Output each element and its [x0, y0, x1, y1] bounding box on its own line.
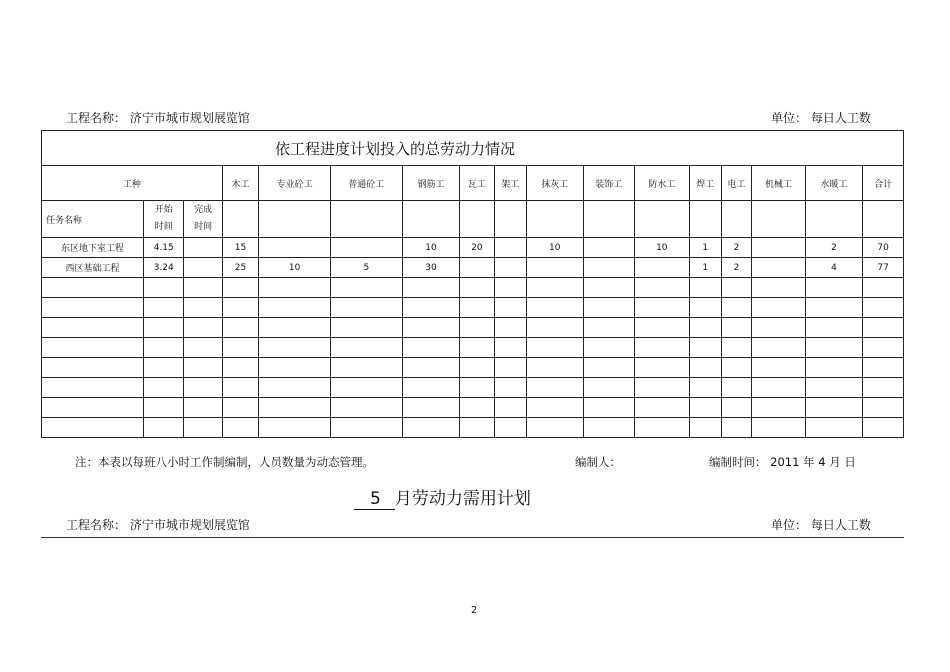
value-cell — [330, 238, 402, 258]
value-cell: 77 — [863, 258, 904, 278]
value-cell — [330, 398, 402, 418]
value-cell — [259, 278, 331, 298]
value-cell: 20 — [460, 238, 494, 258]
value-cell — [805, 298, 863, 318]
value-cell — [752, 338, 806, 358]
unit-value-2: 每日人工数 — [810, 518, 871, 532]
blank-cell — [402, 201, 460, 238]
value-cell — [635, 258, 690, 278]
value-cell — [460, 318, 494, 338]
value-cell — [752, 298, 806, 318]
trade-header: 机械工 — [752, 166, 806, 201]
value-cell — [752, 238, 806, 258]
task-name-cell: 西区基础工程 — [42, 258, 144, 278]
value-cell — [583, 418, 635, 438]
value-cell — [689, 278, 721, 298]
blank-cell — [583, 201, 635, 238]
blank-cell — [494, 201, 526, 238]
trade-header: 瓦工 — [460, 166, 494, 201]
end-time-cell — [184, 338, 222, 358]
plan-month: 5 — [354, 489, 395, 510]
task-name-cell — [42, 278, 144, 298]
trade-header: 电工 — [721, 166, 751, 201]
blank-cell — [526, 201, 583, 238]
value-cell — [460, 398, 494, 418]
value-cell — [494, 378, 526, 398]
table-row — [42, 378, 904, 398]
task-name-cell — [42, 338, 144, 358]
unit-value: 每日人工数 — [810, 111, 871, 125]
value-cell — [402, 378, 460, 398]
start-time-cell: 4.15 — [144, 238, 184, 258]
value-cell — [752, 278, 806, 298]
value-cell — [222, 378, 258, 398]
plan-title: 月劳动力需用计划 — [394, 489, 531, 509]
trade-header: 钢筋工 — [402, 166, 460, 201]
task-name-cell — [42, 318, 144, 338]
value-cell — [259, 318, 331, 338]
trade-header: 合计 — [863, 166, 904, 201]
value-cell — [460, 278, 494, 298]
value-cell — [402, 318, 460, 338]
value-cell — [494, 298, 526, 318]
trade-type-header: 工种 — [42, 166, 223, 201]
value-cell — [863, 398, 904, 418]
value-cell — [583, 378, 635, 398]
value-cell — [635, 298, 690, 318]
trade-header: 水暖工 — [805, 166, 863, 201]
table-row — [42, 418, 904, 438]
value-cell — [222, 298, 258, 318]
blank-cell — [805, 201, 863, 238]
value-cell — [863, 278, 904, 298]
value-cell — [689, 318, 721, 338]
value-cell — [583, 398, 635, 418]
project-name-line — [66, 109, 250, 126]
blank-cell — [635, 201, 690, 238]
value-cell — [635, 318, 690, 338]
end-time-cell — [184, 418, 222, 438]
table-row — [42, 358, 904, 378]
value-cell — [330, 298, 402, 318]
value-cell — [494, 358, 526, 378]
value-cell — [635, 398, 690, 418]
value-cell — [635, 378, 690, 398]
value-cell — [583, 318, 635, 338]
value-cell — [635, 278, 690, 298]
value-cell — [635, 338, 690, 358]
value-cell — [526, 318, 583, 338]
blank-cell — [222, 201, 258, 238]
value-cell — [222, 418, 258, 438]
value-cell — [863, 298, 904, 318]
value-cell — [402, 398, 460, 418]
unit-label-2: 单位： — [771, 518, 808, 532]
blank-cell — [752, 201, 806, 238]
value-cell: 10 — [526, 238, 583, 258]
blank-cell — [863, 201, 904, 238]
blank-cell — [259, 201, 331, 238]
value-cell — [583, 258, 635, 278]
value-cell — [402, 298, 460, 318]
end-time-cell — [184, 258, 222, 278]
value-cell — [721, 378, 751, 398]
value-cell — [863, 358, 904, 378]
task-name-cell — [42, 358, 144, 378]
value-cell — [805, 338, 863, 358]
value-cell — [526, 338, 583, 358]
table-title: 依工程进度计划投入的总劳动力情况 — [42, 131, 904, 166]
value-cell — [330, 278, 402, 298]
value-cell — [583, 298, 635, 318]
value-cell — [494, 238, 526, 258]
value-cell — [635, 358, 690, 378]
value-cell: 30 — [402, 258, 460, 278]
page-number: 2 — [471, 605, 478, 616]
value-cell — [222, 318, 258, 338]
value-cell — [721, 418, 751, 438]
divider-line — [41, 537, 904, 538]
value-cell — [689, 418, 721, 438]
table-row — [42, 238, 904, 258]
unit-line-2 — [771, 516, 871, 533]
value-cell — [752, 418, 806, 438]
end-time-cell — [184, 378, 222, 398]
end-time-cell — [184, 298, 222, 318]
value-cell — [752, 258, 806, 278]
value-cell — [259, 338, 331, 358]
value-cell — [222, 358, 258, 378]
compiler-label: 编制人： — [575, 455, 621, 469]
value-cell — [330, 378, 402, 398]
end-time-cell — [184, 318, 222, 338]
blank-cell — [721, 201, 751, 238]
trade-header: 架工 — [494, 166, 526, 201]
value-cell: 25 — [222, 258, 258, 278]
footer-note: 注：本表以每班八小时工作制编制，人员数量为动态管理。 — [75, 455, 374, 469]
end-time-cell — [184, 358, 222, 378]
value-cell — [583, 358, 635, 378]
value-cell: 4 — [805, 258, 863, 278]
value-cell: 2 — [721, 238, 751, 258]
value-cell — [222, 398, 258, 418]
task-name-cell — [42, 378, 144, 398]
value-cell — [460, 258, 494, 278]
value-cell — [494, 418, 526, 438]
value-cell — [494, 338, 526, 358]
value-cell — [863, 338, 904, 358]
compile-date-value: 2011 年 4 月 日 — [770, 455, 856, 469]
value-cell: 5 — [330, 258, 402, 278]
value-cell — [330, 318, 402, 338]
end-time-header: 完成 时间 — [184, 201, 222, 238]
value-cell — [494, 278, 526, 298]
table-row — [42, 278, 904, 298]
start-time-header: 开始 时间 — [144, 201, 184, 238]
value-cell — [583, 338, 635, 358]
value-cell — [721, 338, 751, 358]
value-cell — [222, 338, 258, 358]
trade-header: 专业砼工 — [259, 166, 331, 201]
start-time-cell: 3.24 — [144, 258, 184, 278]
value-cell — [526, 298, 583, 318]
value-cell — [721, 278, 751, 298]
value-cell — [526, 258, 583, 278]
plan-heading — [354, 484, 531, 510]
value-cell — [402, 278, 460, 298]
value-cell: 1 — [689, 238, 721, 258]
compile-date — [709, 454, 856, 470]
value-cell — [863, 378, 904, 398]
table-row — [42, 338, 904, 358]
table-row — [42, 318, 904, 338]
table-row — [42, 258, 904, 278]
value-cell — [259, 358, 331, 378]
value-cell: 10 — [635, 238, 690, 258]
value-cell — [494, 318, 526, 338]
value-cell — [402, 358, 460, 378]
end-time-cell — [184, 398, 222, 418]
trade-header: 焊工 — [689, 166, 721, 201]
start-time-cell — [144, 298, 184, 318]
value-cell — [460, 418, 494, 438]
value-cell — [689, 358, 721, 378]
value-cell — [721, 358, 751, 378]
compile-date-label: 编制时间： — [709, 455, 767, 469]
blank-cell — [330, 201, 402, 238]
unit-line — [771, 109, 871, 126]
value-cell — [259, 378, 331, 398]
value-cell: 1 — [689, 258, 721, 278]
value-cell — [805, 318, 863, 338]
value-cell — [526, 278, 583, 298]
value-cell — [752, 318, 806, 338]
trade-header: 抹灰工 — [526, 166, 583, 201]
value-cell: 10 — [402, 238, 460, 258]
value-cell — [259, 238, 331, 258]
trade-header: 装饰工 — [583, 166, 635, 201]
project-name-2: 济宁市城市规划展览馆 — [129, 518, 250, 532]
value-cell — [402, 418, 460, 438]
value-cell — [583, 278, 635, 298]
project-name: 济宁市城市规划展览馆 — [129, 111, 250, 125]
value-cell — [805, 278, 863, 298]
task-name-cell: 东区地下室工程 — [42, 238, 144, 258]
value-cell — [689, 378, 721, 398]
blank-cell — [689, 201, 721, 238]
value-cell — [460, 338, 494, 358]
start-time-cell — [144, 378, 184, 398]
value-cell: 2 — [721, 258, 751, 278]
task-name-header: 任务名称 — [42, 201, 144, 238]
value-cell — [721, 298, 751, 318]
task-name-cell — [42, 398, 144, 418]
value-cell — [402, 338, 460, 358]
end-time-cell — [184, 238, 222, 258]
value-cell — [583, 238, 635, 258]
value-cell — [460, 378, 494, 398]
value-cell — [526, 358, 583, 378]
value-cell — [330, 338, 402, 358]
value-cell — [494, 398, 526, 418]
value-cell — [805, 418, 863, 438]
project-label-2: 工程名称： — [66, 518, 127, 532]
value-cell — [526, 418, 583, 438]
end-time-cell — [184, 278, 222, 298]
blank-cell — [460, 201, 494, 238]
value-cell — [863, 318, 904, 338]
value-cell — [494, 258, 526, 278]
start-time-cell — [144, 318, 184, 338]
value-cell: 10 — [259, 258, 331, 278]
task-name-cell — [42, 418, 144, 438]
value-cell — [259, 398, 331, 418]
table-row — [42, 398, 904, 418]
start-time-cell — [144, 398, 184, 418]
trade-header: 防水工 — [635, 166, 690, 201]
value-cell — [752, 358, 806, 378]
table-row — [42, 298, 904, 318]
start-time-cell — [144, 358, 184, 378]
value-cell — [460, 298, 494, 318]
unit-label: 单位： — [771, 111, 808, 125]
start-time-cell — [144, 338, 184, 358]
value-cell — [805, 358, 863, 378]
value-cell — [689, 398, 721, 418]
value-cell — [752, 398, 806, 418]
value-cell — [752, 378, 806, 398]
task-name-cell — [42, 298, 144, 318]
start-time-cell — [144, 418, 184, 438]
value-cell — [460, 358, 494, 378]
value-cell — [721, 398, 751, 418]
value-cell: 2 — [805, 238, 863, 258]
trade-header: 木工 — [222, 166, 258, 201]
labor-table — [41, 130, 904, 438]
value-cell — [330, 418, 402, 438]
value-cell — [222, 278, 258, 298]
value-cell — [805, 378, 863, 398]
project-name-line-2 — [66, 516, 250, 533]
value-cell — [635, 418, 690, 438]
project-label: 工程名称： — [66, 111, 127, 125]
value-cell — [330, 358, 402, 378]
value-cell — [526, 398, 583, 418]
value-cell — [721, 318, 751, 338]
value-cell — [689, 298, 721, 318]
value-cell — [259, 418, 331, 438]
value-cell — [805, 398, 863, 418]
value-cell — [526, 378, 583, 398]
value-cell: 15 — [222, 238, 258, 258]
start-time-cell — [144, 278, 184, 298]
value-cell — [689, 338, 721, 358]
value-cell — [259, 298, 331, 318]
value-cell: 70 — [863, 238, 904, 258]
trade-header: 普通砼工 — [330, 166, 402, 201]
value-cell — [863, 418, 904, 438]
